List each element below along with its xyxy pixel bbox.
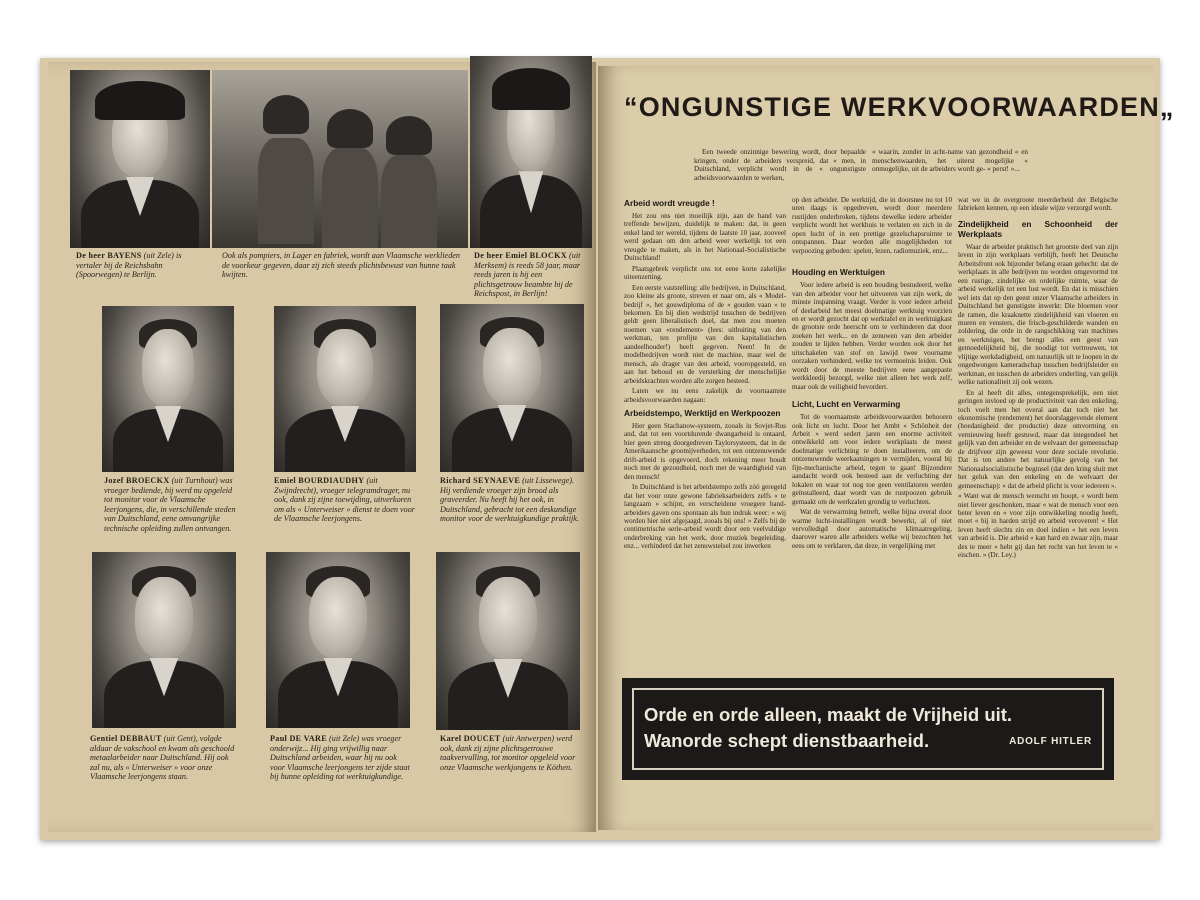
paragraph: Hier geen Stachanow-systeem, zooals in Sovjet-Rus and, dat tot een voortdurende dwangarbeid is ontaard, hier geen streng doorgedreven Taylorsysteem, dat in de Amerikaansche grootnijverheden, tot een ontzenuwende drift-arbeid is opgevoerd, doch rekening meer houdt noch met de gezondheid, noch met de waardigheid van den mensch! [624,421,786,481]
paragraph: wat we in de overgroote meerderheid der Belgische fabrieken kennen, op een ideale wijze verzorgd wordt. [958,196,1118,213]
caption-debbaut: Gentiel DEBBAUT (uit Gent), volgde aldaar de vakschool en kwam als geschoold metaalarbeider naar Duitschland. Hij ook zal nu, als « Unterweiser » voor onze Vlaamsche leerjongens staan. [90,734,235,782]
paragraph: Tot de voornaamste arbeidsvoorwaarden behooren ook licht en lucht. Door het Ambt « Schönheit der Arbeit » werd sedert jaren een enorme activiteit ontwikkeld om voor iedere werkplaats de meest doelmatige verlichting te doen installeeren, om de ontzenuwende weerkaatsingen te vermijden, vooral bij fijn-mechanische arbeid, tegen te gaan! Bijzondere aandacht wordt ook besteed aan de verluchting der lokalen en waar tot nog toe geen ventilatoren werden geïnstalleerd, daar wordt van de rustpoozen gebruik gemaakt om de werkzalen grondig te verluchten. [792,413,952,506]
caption-broeckx: Jozef BROECKX (uit Turnhout) was vroeger bediende, hij werd nu opgeleid tot monitor voor de Vlaamsche leerjongens, die, in verschillende steden van Duitschland, eene omvangrijke technische opleiding zullen ontvangen. [104,476,236,533]
paragraph: op den arbeider. De werktijd, die in doorsnee nu tot 10 uren daags is opgedreven, wordt door meerdere rustijden onderbroken, tijdens dewelke iedere arbeider verplicht wordt het werkhuis te verlaten en zich in de open lucht of in een prettige gezelschapsruimte te ontspannen. Daar worden alle mogelijkheden tot verpoozing geboden: spelen, lezen, radiomuziek, enz... [792,196,952,255]
photo-doucet [436,552,580,730]
paragraph: Wat de verwarming betreft, welke bijna overal door warme lucht-installingen wordt bewerkt, al of niet vervolledigd door automatische klimaatregeling, daarover waren alle arbeiders welke wij bezochten het eens om te verklaren, dat deze, in vergelijking met [792,508,952,550]
paragraph: Het zou ons niet moeilijk zijn, aan de hand van treffende bewijzen, duidelijk te maken: dat, in geen enkel land ter wereld, tijdens de laatste 10 jaar, zooveel werd gedaan om den arbeid weer werkelijk tot een vreugde te maken, als in het Nationaal-Socialistische Duitschland! [624,212,786,263]
photo-devare [266,552,410,728]
paragraph: Waar de arbeider praktisch het grootste deel van zijn leven in zijn werkplaats verblijft, heeft het Deutsche Arbeitsfront ook bijzonder belang eraan gehecht: dat de werkplaats in alle bedrijven nu worden omgevormd tot een rustige, zindelijke en ordelijke ruimte, waar de arbeid werkelijk tot een lust wordt. En dat is misschien wel iets dat op den geest onzer Vlaamsche arbeiders in Duitschland het gunstigste inwerkt: Die bloemen voor de ramen, die kraaknette zindelijkheid van vloeren en muren en vensters, die frisch-geschilderde wanden en zoldering, die orde in de rangschikking van machines en werktuigen, het brengt alles een geest van gemoedelijkheid bij, die noodigt tot vertrouwen, tot vlijtige werkdadigheid, om natuurlijk uit te loopen in de ongedwongen kameradschap tusschen bedrijfsleider en werkman, en tusschen de arbeiders onderling, van gelijk welke nationaliteit zij ook wezen. [958,242,1118,387]
heading-arbeidstempo: Arbeidstempo, Werktijd en Werkpoozen [624,407,781,418]
caption-bayens: De heer BAYENS (uit Zele) is vertaler bij de Reichsbahn (Spoorwegen) te Berlijn. [76,251,182,280]
paragraph: En al heeft dit alles, ontegensprekelijk, een niet geringen invloed op de productiviteit van den enkeling, toch voelt men het overal aan dat toch niet het ekonomische (rendement) het doorslaggevende element (hoedanigheid der productie) deze omvorming en vernieuwing heeft gestuwd, maar dat integendeel het gelijk van den arbeider en de welvaart der gemeenschap de drijfveer zijn geweest voor deze sociale revolutie. Dat is ten andere het natuurlijke gevolg van het Nationaalsocialistische beginsel (dat den kring sluit met het geluk van den enkeling en de welvaart der gemeenschap): « dat de arbeid plicht is voor iedereen ». [958,388,1118,490]
paragraph: Plaatsgebrek verplicht ons tot eene korte zakelijke uiteenzetting. [624,264,786,282]
intro-right: « waarin, zonder in acht-name van gezondheid « en menschenwaarden, het uiterst mogelijke « onmogelijke, uit de arbeiders wordt ge- « perst! »... [872,148,1028,174]
paragraph: « Want wat de mensch wenscht en hoopt, « wordt hem niet liever geschonken, maar « wat de mensch voor een beter leven en « voor zijn ontwikkeling noodig heeft, moet « hij in harden strijd en arbeid veroveren! « Het leven heeft slechts zin en doel indien « het een leven van arbeid is. Die arbeid « kan hard en zwaar zijn, maar des te meer « hebt gij dan het recht van het leven te « eischen. » (Dr. Ley.) [958,492,1118,560]
caption-seynaeve: Richard SEYNAEVE (uit Lissewege). Hij verdiende vroeger zijn brood als graveerder. Nu heeft hij het ook, in Duitschland, gebracht tot een deskundige monitor voor de werktuigkundige praktijk. [440,476,579,524]
caption-blockx: De heer Emiel BLOCKX (uit Merksem) is reeds 58 jaar, maar reeds jaren is hij een plichtsgetrouw beambte bij de Reichspost, in Berlijn! [474,251,581,299]
photo-seynaeve [440,304,584,472]
article-column-1 [624,194,786,674]
paragraph: Een eerste vaststelling: alle bedrijven, in Duitschland, zoo kleine als groote, streven er naar om, als « Model-bedrijf », het gouwdiploma of de « gouden vaan » te bekomen. En bij dien wedstrijd tusschen de bedrijven geldt geen liberalistisch doel, dat men zou moeten noemen van «rendement» (lees: uitbuiting van den werkman, ten profijte van den kapitalistischen aandeelhouder!) heeft gegeven. Neen! In de modelbedrijven wordt niet de machine, maar wel de mensch, als drager van den arbeid, vooropgesteld, en aan het behoud en de versterking der menschelijke arbeidskrachten worden alle zorgen besteed. [624,283,786,385]
article-column-3 [958,196,1118,674]
banner-author: ADOLF HITLER [1009,736,1092,747]
photo-blockx [470,56,592,248]
banner-frame [632,688,1104,770]
heading-licht: Licht, Lucht en Verwarming [792,399,901,410]
quote-banner [622,678,1114,780]
photo-bourdiaudhy [274,306,416,472]
photo-bayens [70,70,210,248]
banner-line-1: Orde en orde alleen, maakt de Vrijheid uit. [644,704,1013,725]
banner-line-2: Wanorde schept dienstbaarheid. [644,730,930,751]
paragraph: Voor iedere arbeid is een houding bestudeerd, welke van den arbeider voor het uitvoeren van zijn werk, de minste inspanning vraagt. Verder is voor iedere arbeid of deelarbeid het meest doelmatige werktuig voorzien en er wordt gezocht dat op werktafel en in werktuigkast de grootste orde heerscht om te verhinderen dat door zoeken het werk... en de zenuwen van den arbeider zouden te lijden hebben. Verder worden ook door het uitschakelen van stof en lawijd twee voorname oorzaken verhinderd, welke tot vermoeinis leiden. Ook wordt door de meeste bedrijven eene aangepaste werkkleedij bezorgd, welke niet alleen het werk zelf, maar ook de veiligheid bevordert. [792,281,952,391]
article-headline: “ONGUNSTIGE WERKVOORWAARDEN„ [624,92,1175,122]
caption-doucet: Karel DOUCET (uit Antwerpen) werd ook, dank zij zijne plichtsgetrouwe taakvervulling, tot monitor opgeleid voor onze Vlaamsche werkjongens te Köthen. [440,734,576,772]
paragraph: In Duitschland is het arbeidstempo zelfs zóó geregeld dat het voor onze gewone fabrieksarbeiders zelfs « te langzaam » schijnt, en verscheidene vroegere band-arbeiders gaven ons spontaan als hun indruk weer: « wij worden hier niet afgejaagd, zooals bij ons! » Zelfs bij de centimetrische serie-arbeid wordt door een veelvuldige onderbreking van het werk, door muziek begeleiding, enz... verhinderd dat het zenuwstelsel zou inwerken [624,483,786,551]
caption-devare: Paul DE VARE (uit Zele) was vroeger onderwijz... Hij ging vrijwillig naar Duitschland arbeiden, waar hij nu ook voor Vlaamsche leerjongens ter zijde staat bij hunne opleiding tot werktuigkundige. [270,734,410,782]
intro-left: Een tweede onzinnige bewering wordt, door bepaalde kringen, onder de arbeiders verspreid, dat « men, in Duitschland, verplicht wordt in de « ongunstigste arbeidsvoorwaarden te werken, [694,148,866,182]
heading-houding: Houding en Werktuigen [792,267,885,278]
paragraph: Laten we nu eens zakelijk de voornaamste arbeidsvoorwaarden nagaan: [624,387,786,404]
photo-broeckx [102,306,234,472]
photo-firemen [212,70,468,248]
caption-firemen: Ook als pompiers, in Lager en fabriek, wordt aan Vlaamsche werklieden de voorkeur gegeven, daar zij zich steeds plichtsbewust van hunne taak kwijten. [222,251,461,280]
article-column-2 [792,196,952,674]
photo-debbaut [92,552,236,728]
heading-arbeid-vreugde: Arbeid wordt vreugde ! [624,198,715,208]
caption-bourdiaudhy: Emiel BOURDIAUDHY (uit Zwijndrecht), vroeger telegramdrager, nu ook, dank zij zijne toewijding, uitverkoren om als « Unterweiser » dienst te doen voor de Vlaamsche leerjongens. [274,476,415,524]
heading-zindelijkheid: Zindelijkheid en Schoonheid der Werkplaats [958,218,1118,239]
